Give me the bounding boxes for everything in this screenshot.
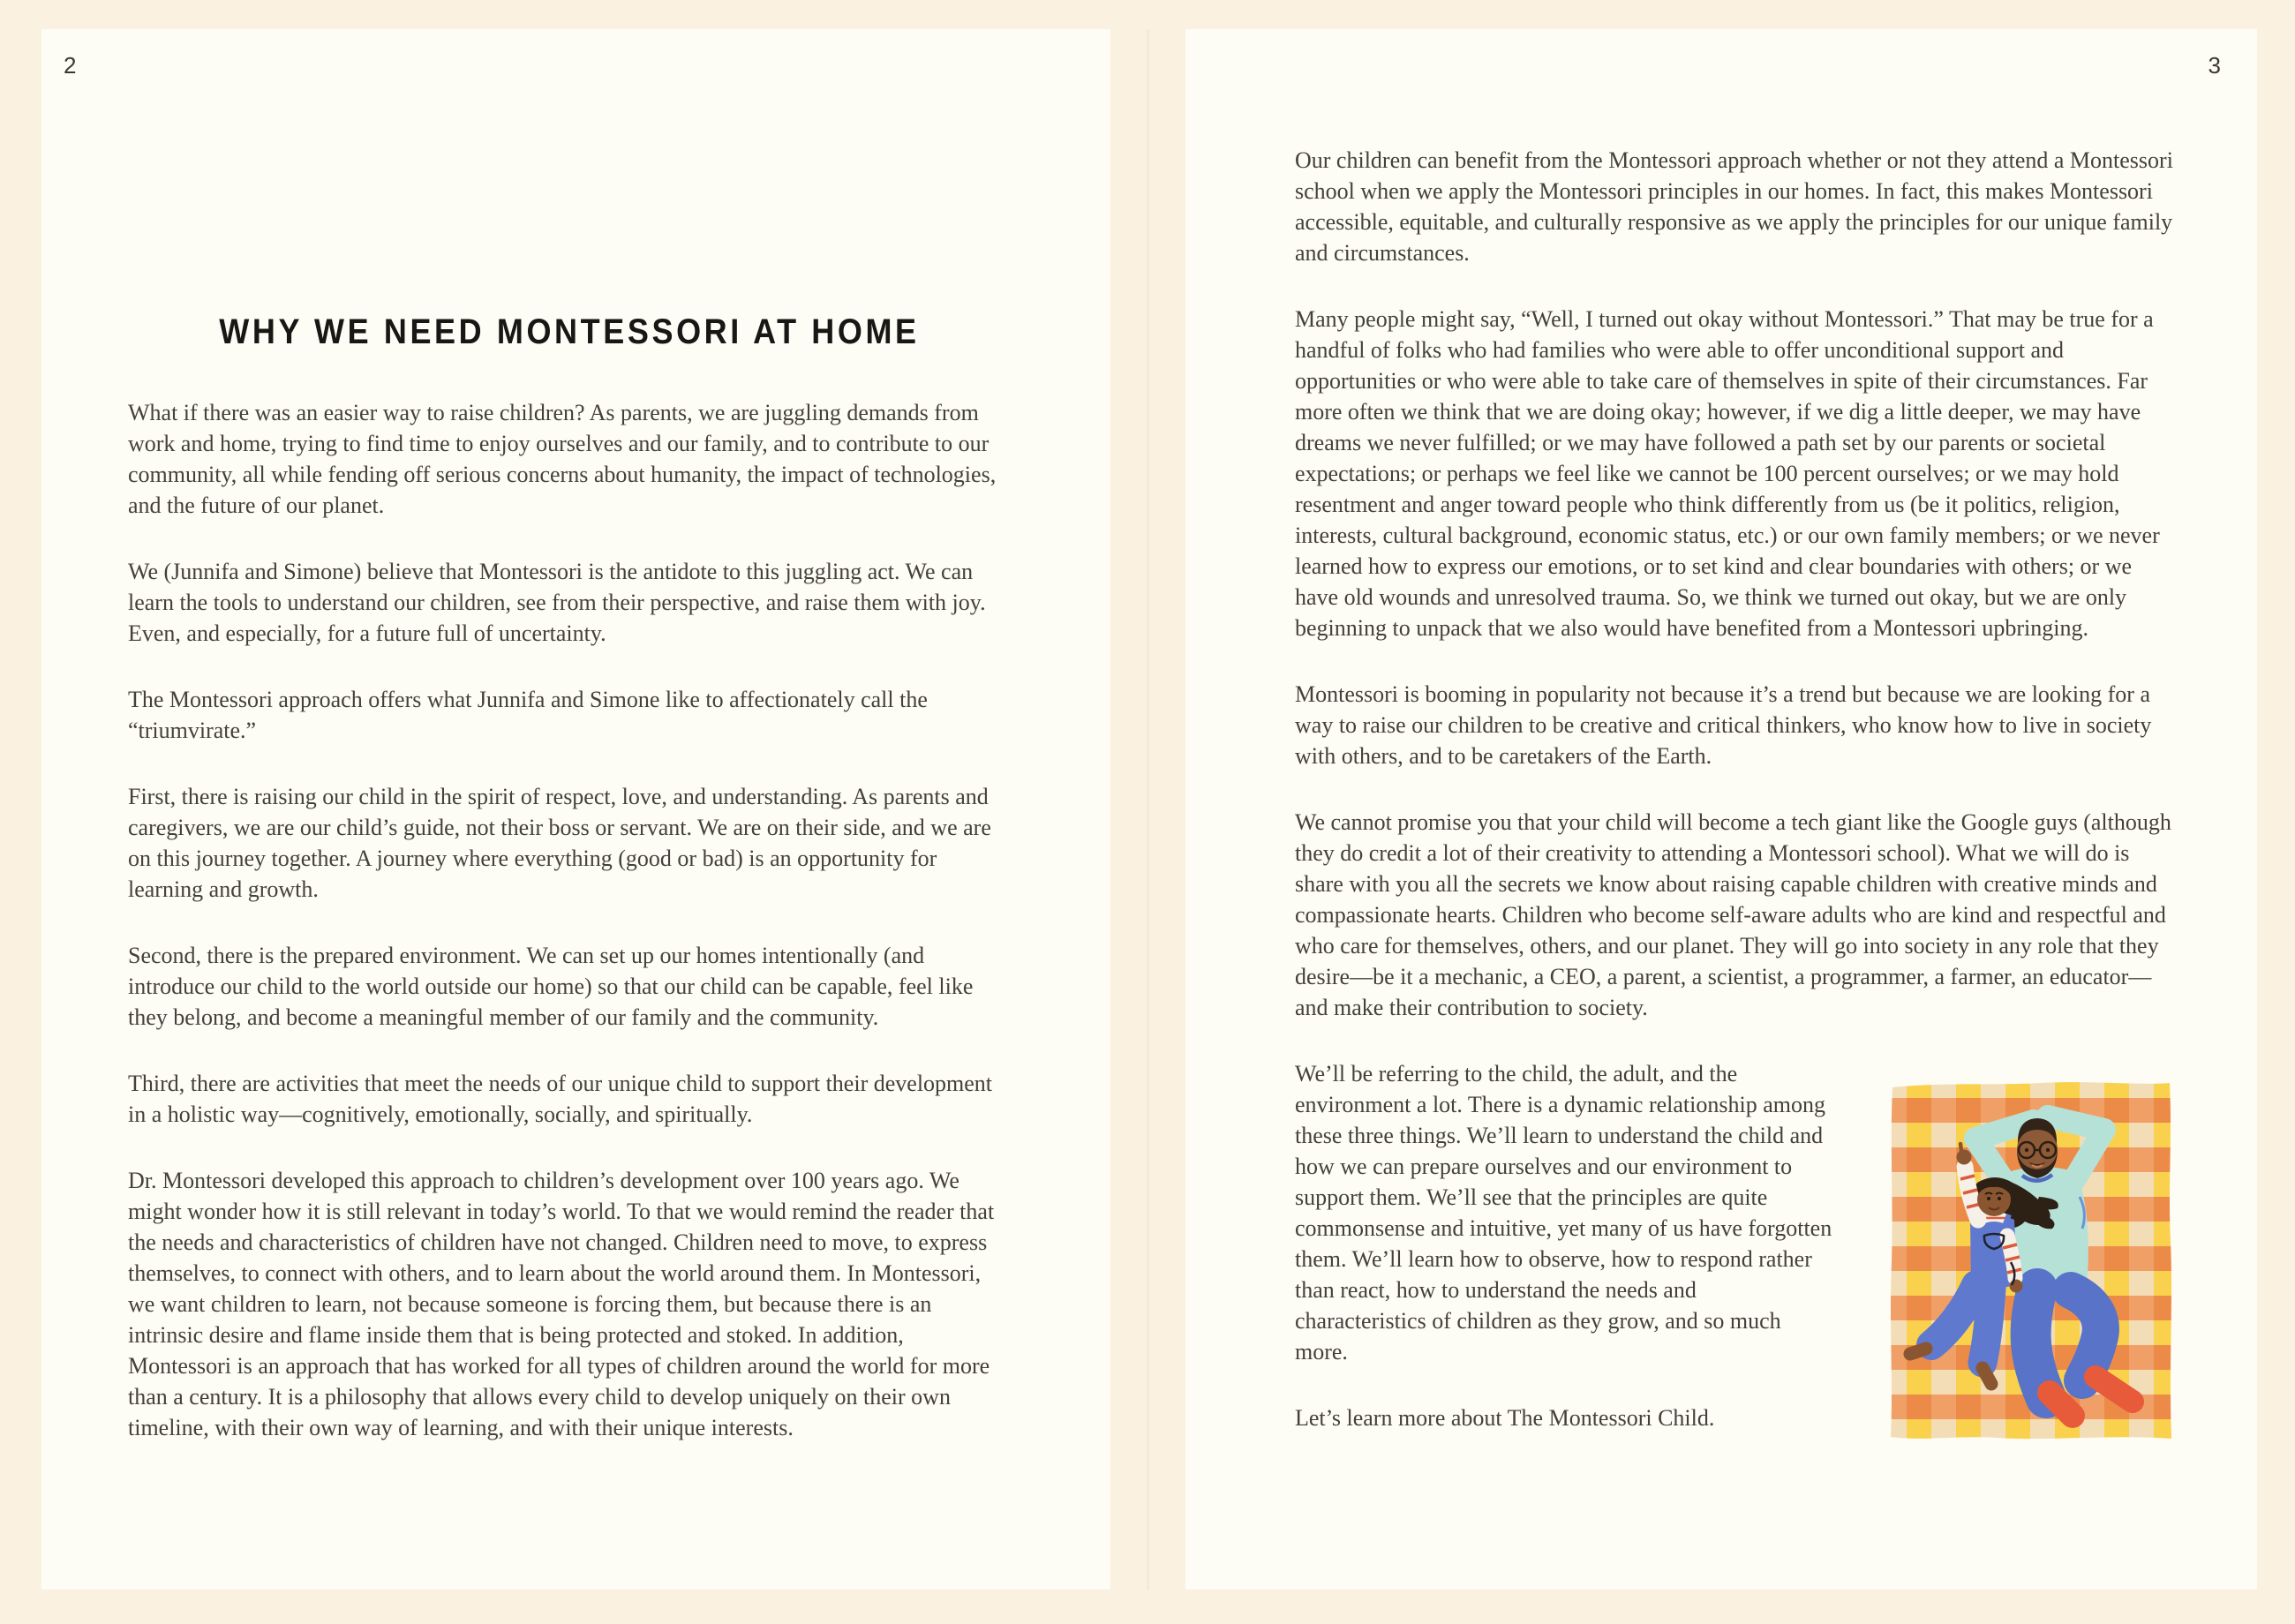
chapter-title: WHY WE NEED MONTESSORI AT HOME — [219, 312, 920, 351]
paragraph: We cannot promise you that your child will become a tech giant like the Google guys (although they do credit a lot of their creativity to attending a Montessori school). What we will do is share with you all the secrets we know about raising capable children with creative minds and compassionate hearts. Children who become self-aware adults who are kind and respectful and who care for themselves, others, and our planet. They will go into society in any role that they desire—be it a mechanic, a CEO, a parent, a scientist, a programmer, a farmer, an educator—and make their contribution to society. — [1295, 809, 2171, 1020]
paragraph: Third, there are activities that meet the needs of our unique child to support their development in a holistic way—cognitively, emotionally, socially, and spiritually. — [128, 1071, 993, 1127]
left-page — [41, 29, 1110, 1590]
child-foot — [1983, 1368, 1991, 1384]
paragraph: Dr. Montessori developed this approach to children’s development over 100 years ago. We might wonder how it is still relevant in today’s world. To that we would remind the reader that the needs and characteristics of children have not changed. Children need to move, to express themselves, to connect with others, and to learn about the world around them. In Montessori, we want children to learn, not because someone is forcing them, but because there is an intrinsic desire and flame inside them that is being protected and stoked. In addition, Montessori is an approach that has worked for all types of children around the world for more than a century. It is a philosophy that allows every child to develop uniquely on their own timeline, with their own way of learning, and with their unique interests. — [128, 1168, 995, 1440]
paragraph: First, there is raising our child in the spirit of respect, love, and understanding. As parents and caregivers, we are our child’s guide, not their boss or servant. We are on their side, and we are on this journey together. A journey where everything (good or bad) is an opportunity for learning and growth. — [128, 784, 991, 902]
child-foot — [1910, 1349, 1926, 1354]
family-on-blanket-illustration — [1882, 1073, 2178, 1448]
paragraph: We (Junnifa and Simone) believe that Montessori is the antidote to this juggling act. We can learn the tools to understand our children, see from their perspective, and raise them with joy. Even, and especially, for a future full of uncertainty. — [128, 559, 986, 646]
paragraph: We’ll be referring to the child, the adult, and the environment a lot. There is a dynamic relationship among these three things. We’ll learn to understand the child and how we can prepare ourselves and our environment to support them. We’ll see that the principles are quite commonsense and intuitive, yet many of us have forgotten them. We’ll learn how to observe, how to respond rather than react, how to understand the needs and characteristics of children as they grow, and so much more. — [1295, 1061, 1832, 1365]
right-page — [1185, 29, 2257, 1590]
page-number-right: 3 — [2208, 52, 2222, 79]
child-hand — [1957, 1150, 1972, 1165]
paragraph: Montessori is booming in popularity not because it’s a trend but because we are looking for a way to raise our children to be creative and critical thinkers, who know how to live in society with others, and to be caretakers of the Earth. — [1295, 681, 2152, 769]
paragraph: Our children can benefit from the Montessori approach whether or not they attend a Montessori school when we apply the Montessori principles in our homes. In fact, this makes Montessori accessible, equitable, and culturally responsive as we apply the principles for our unique family and circumstances. — [1295, 147, 2173, 266]
paragraph: Second, there is the prepared environment. We can set up our homes intentionally (and introduce our child to the world outside our home) so that our child can be capable, feel like they belong, and become a meaningful member of our family and the community. — [128, 943, 974, 1030]
right-page-body — [1295, 145, 2178, 1448]
father-sock — [2050, 1393, 2073, 1416]
page-number-left: 2 — [64, 52, 78, 79]
page-gutter — [1147, 29, 1149, 1590]
paragraph: What if there was an easier way to raise children? As parents, we are juggling demands from work and home, trying to find time to enjoy ourselves and our family, and to contribute to our community, all while fending off serious concerns about humanity, the impact of technologies, and the future of our planet. — [128, 400, 997, 518]
text-with-illustration — [1295, 1058, 2178, 1433]
paragraph: Many people might say, “Well, I turned out okay without Montessori.” That may be true for a handful of folks who had families who were able to offer unconditional support and opportunities or who were able to take care of themselves in spite of their circumstances. Far more often we think that we are doing okay; however, if we dig a little deeper, we may have dreams we never fulfilled; or we may have followed a path set by our parents or societal expectations; or perhaps we feel like we cannot be 100 percent ourselves; or we may hold resentment and anger toward people who think differently from us (be it politics, religion, interests, cultural background, economic status, etc.) or our own family members; or we never learned how to express our emotions, or to set kind and clear boundaries with others; or we have old wounds and unresolved trauma. So, we think we turned out okay, but we are only beginning to unpack that we also would have benefited from a Montessori upbringing. — [1295, 306, 2160, 641]
left-page-body — [128, 397, 1011, 1443]
paragraph: Let’s learn more about The Montessori Child. — [1295, 1405, 1715, 1431]
paragraph: The Montessori approach offers what Junnifa and Simone like to affectionately call the “triumvirate.” — [128, 687, 928, 743]
